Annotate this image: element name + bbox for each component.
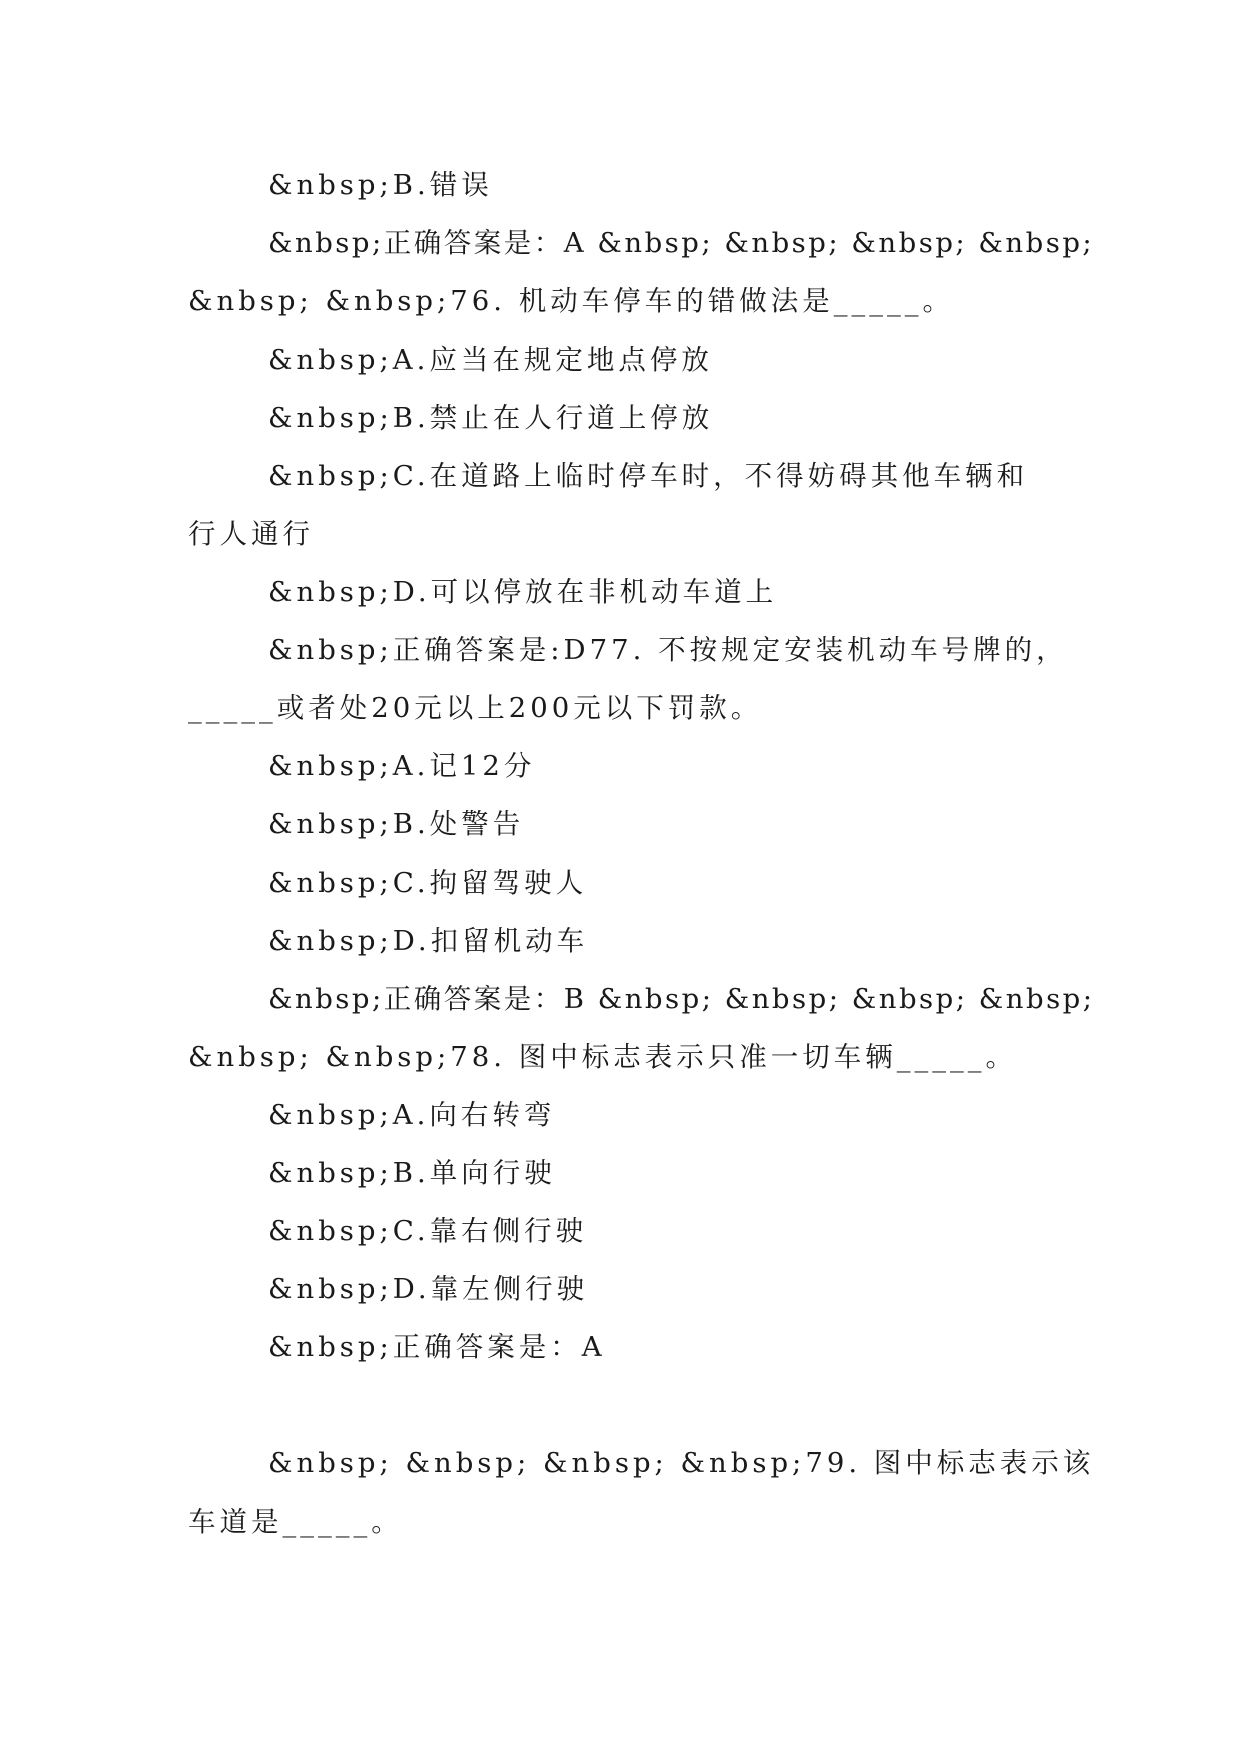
text-line: &nbsp;C.拘留驾驶人	[268, 867, 588, 899]
text-line: &nbsp;正确答案是:D77. 不按规定安装机动车号牌的，	[268, 634, 1068, 666]
text-line: &nbsp;B.处警告	[268, 808, 525, 840]
text-line: &nbsp;C.靠右侧行驶	[268, 1215, 588, 1247]
text-line: &nbsp;D.扣留机动车	[268, 925, 589, 957]
text-line: &nbsp;A.应当在规定地点停放	[268, 344, 713, 376]
text-line: &nbsp; &nbsp;78. 图中标志表示只准一切车辆_____。	[188, 1041, 1018, 1073]
text-line: &nbsp;正确答案是：B &nbsp; &nbsp; &nbsp; &nbsp;	[268, 983, 1095, 1015]
text-line: &nbsp;B.单向行驶	[268, 1157, 556, 1189]
text-line: &nbsp;C.在道路上临时停车时，不得妨碍其他车辆和	[268, 460, 1029, 492]
text-line: _____或者处20元以上200元以下罚款。	[188, 692, 763, 724]
text-line: &nbsp;正确答案是：A	[268, 1331, 606, 1363]
text-line: &nbsp;D.靠左侧行驶	[268, 1273, 589, 1305]
text-line: &nbsp;正确答案是：A &nbsp; &nbsp; &nbsp; &nbsp;	[268, 227, 1095, 259]
text-line: 行人通行	[188, 518, 314, 550]
text-line: &nbsp;A.记12分	[268, 750, 536, 782]
text-line: &nbsp;B.错误	[268, 169, 493, 201]
text-line: &nbsp;A.向右转弯	[268, 1099, 556, 1131]
text-line: 车道是_____。	[188, 1506, 403, 1538]
text-line: &nbsp;D.可以停放在非机动车道上	[268, 576, 778, 608]
text-line: &nbsp;B.禁止在人行道上停放	[268, 402, 714, 434]
text-line: &nbsp; &nbsp;76. 机动车停车的错做法是_____。	[188, 285, 955, 317]
text-line: &nbsp; &nbsp; &nbsp; &nbsp;79. 图中标志表示该	[268, 1447, 1095, 1479]
